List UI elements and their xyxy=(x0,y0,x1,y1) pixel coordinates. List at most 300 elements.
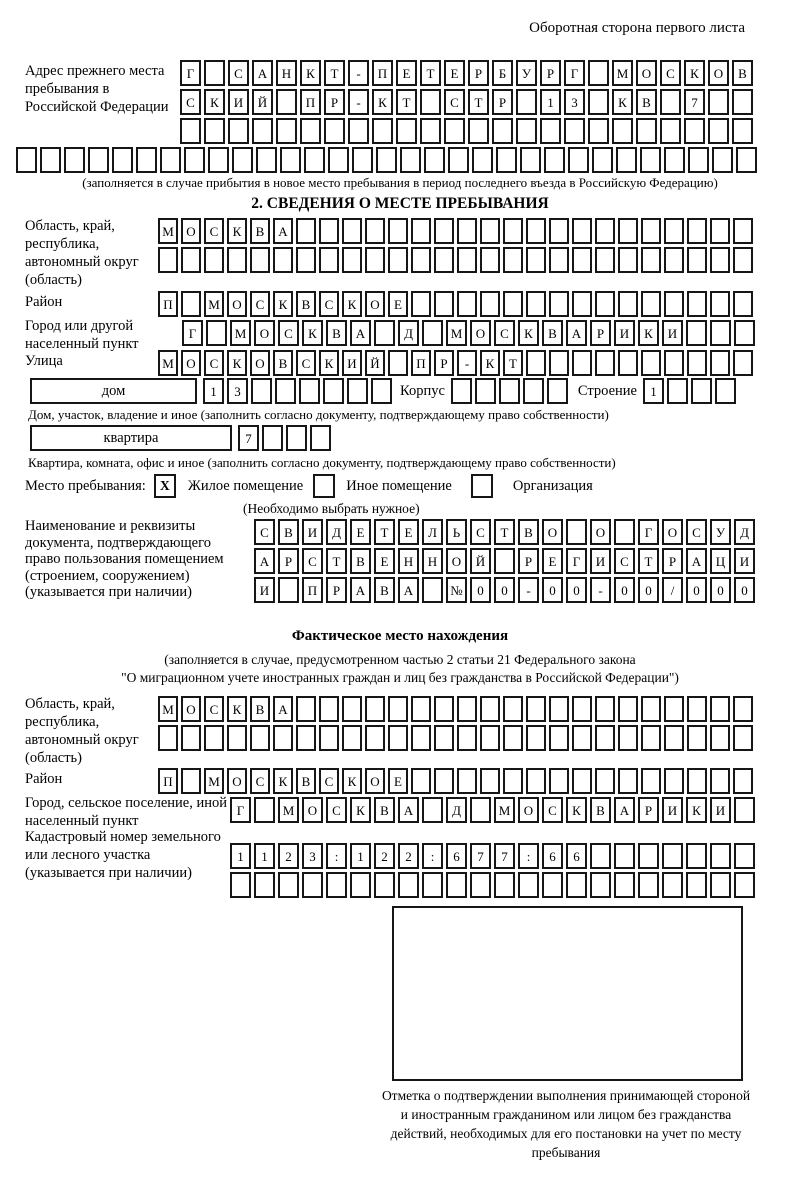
char-cell xyxy=(618,291,638,317)
char-cell: Н xyxy=(398,548,419,574)
apartment-number-cells xyxy=(238,425,331,451)
char-cell: Г xyxy=(182,320,203,346)
char-cell: В xyxy=(296,291,316,317)
char-cell: М xyxy=(204,291,224,317)
char-cell: К xyxy=(350,797,371,823)
char-cell xyxy=(518,872,539,898)
char-cell: Й xyxy=(470,548,491,574)
char-cell: Е xyxy=(542,548,563,574)
char-cell: К xyxy=(273,291,293,317)
char-cell xyxy=(278,577,299,603)
char-cell xyxy=(40,147,61,173)
char-cell: 0 xyxy=(470,577,491,603)
char-cell xyxy=(400,147,421,173)
actual-location-note-2: "О миграционном учете иностранных граждан и лиц без гражданства в Российской Федерации") xyxy=(121,670,679,685)
char-cell xyxy=(503,768,523,794)
char-cell: К xyxy=(342,768,362,794)
char-cell xyxy=(688,147,709,173)
char-cell xyxy=(640,147,661,173)
prev-address-row-3 xyxy=(180,118,753,144)
char-cell xyxy=(503,725,523,751)
char-cell xyxy=(734,797,755,823)
char-cell: 6 xyxy=(446,843,467,869)
char-cell xyxy=(319,696,339,722)
char-cell xyxy=(549,218,569,244)
char-cell: 0 xyxy=(710,577,731,603)
char-cell xyxy=(618,218,638,244)
char-cell: О xyxy=(181,696,201,722)
char-cell xyxy=(710,218,730,244)
char-cell: Р xyxy=(638,797,659,823)
char-cell xyxy=(549,696,569,722)
char-cell: М xyxy=(278,797,299,823)
char-cell xyxy=(686,872,707,898)
char-cell xyxy=(638,843,659,869)
char-cell xyxy=(411,218,431,244)
char-cell: Б xyxy=(492,60,513,86)
char-cell: В xyxy=(350,548,371,574)
char-cell: Г xyxy=(566,548,587,574)
char-cell xyxy=(324,118,345,144)
char-cell xyxy=(616,147,637,173)
char-cell xyxy=(256,147,277,173)
char-cell xyxy=(434,291,454,317)
char-cell xyxy=(304,147,325,173)
char-cell xyxy=(542,872,563,898)
char-cell xyxy=(503,218,523,244)
char-cell: Р xyxy=(492,89,513,115)
char-cell xyxy=(664,725,684,751)
char-cell xyxy=(636,118,657,144)
char-cell xyxy=(208,147,229,173)
char-cell xyxy=(733,218,753,244)
char-cell: Т xyxy=(468,89,489,115)
char-cell: О xyxy=(302,797,323,823)
char-cell xyxy=(526,247,546,273)
char-cell: Й xyxy=(365,350,385,376)
char-cell xyxy=(319,247,339,273)
korpus-label: Корпус xyxy=(400,382,445,399)
char-cell xyxy=(262,425,283,451)
char-cell: Т xyxy=(324,60,345,86)
char-cell xyxy=(457,768,477,794)
apartment-label-box xyxy=(30,425,232,451)
char-cell xyxy=(641,350,661,376)
char-cell xyxy=(88,147,109,173)
prev-address-label: Адрес прежнего места пребывания в Российской Федерации xyxy=(25,63,169,115)
char-cell xyxy=(732,89,753,115)
char-cell xyxy=(540,118,561,144)
char-cell: О xyxy=(365,768,385,794)
char-cell xyxy=(420,89,441,115)
char-cell xyxy=(296,218,316,244)
char-cell: Т xyxy=(420,60,441,86)
char-cell xyxy=(662,872,683,898)
char-cell xyxy=(595,350,615,376)
char-cell xyxy=(572,291,592,317)
char-cell xyxy=(614,519,635,545)
char-cell xyxy=(158,247,178,273)
prev-address-row-2 xyxy=(180,89,753,115)
char-cell: А xyxy=(273,218,293,244)
cadastre-row-2 xyxy=(230,872,755,898)
char-cell xyxy=(280,147,301,173)
char-cell xyxy=(614,872,635,898)
char-cell xyxy=(319,725,339,751)
char-cell: - xyxy=(348,89,369,115)
char-cell xyxy=(595,768,615,794)
char-cell: П xyxy=(158,768,178,794)
char-cell: К xyxy=(227,350,247,376)
char-cell xyxy=(422,872,443,898)
char-cell xyxy=(342,218,362,244)
char-cell: 3 xyxy=(302,843,323,869)
char-cell xyxy=(451,378,472,404)
char-cell xyxy=(250,247,270,273)
char-cell xyxy=(732,118,753,144)
char-cell: Т xyxy=(494,519,515,545)
char-cell: А xyxy=(350,577,371,603)
prev-address-note: (заполняется в случае прибытия в новое место пребывания в период последнего въезда в Российскую Федерацию) xyxy=(82,175,718,190)
char-cell: О xyxy=(181,350,201,376)
char-cell xyxy=(230,872,251,898)
char-cell: М xyxy=(158,218,178,244)
char-cell xyxy=(733,247,753,273)
char-cell: О xyxy=(181,218,201,244)
char-cell: С xyxy=(204,218,224,244)
char-cell: К xyxy=(518,320,539,346)
char-cell: А xyxy=(254,548,275,574)
char-cell: Т xyxy=(326,548,347,574)
char-cell: Д xyxy=(446,797,467,823)
char-cell xyxy=(296,725,316,751)
char-cell: П xyxy=(158,291,178,317)
actual-city-row xyxy=(230,797,755,823)
char-cell: 0 xyxy=(566,577,587,603)
char-cell xyxy=(660,89,681,115)
char-cell xyxy=(251,378,272,404)
char-cell xyxy=(204,60,225,86)
char-cell xyxy=(710,696,730,722)
char-cell: С xyxy=(180,89,201,115)
char-cell xyxy=(687,725,707,751)
char-cell: 3 xyxy=(564,89,585,115)
char-cell xyxy=(492,118,513,144)
stay-type-option-other-premises: Иное помещение xyxy=(346,477,452,494)
char-cell: 0 xyxy=(614,577,635,603)
char-cell xyxy=(733,291,753,317)
char-cell: И xyxy=(342,350,362,376)
char-cell: С xyxy=(660,60,681,86)
char-cell xyxy=(252,118,273,144)
stay-type-note: (Необходимо выбрать нужное) xyxy=(243,501,420,516)
char-cell xyxy=(516,118,537,144)
char-cell: Е xyxy=(398,519,419,545)
apartment-note: Квартира, комната, офис и иное (заполнить согласно документу, подтверждающему право собственности) xyxy=(28,455,616,470)
char-cell xyxy=(641,768,661,794)
char-cell xyxy=(523,378,544,404)
char-cell xyxy=(708,89,729,115)
char-cell: О xyxy=(365,291,385,317)
char-cell xyxy=(64,147,85,173)
document-label: Наименование и реквизиты документа, подтверждающего право пользования помещением (строением, сооружением) (указывается при наличии) xyxy=(25,518,224,600)
apartment-box-label: квартира xyxy=(103,429,159,446)
char-cell xyxy=(588,60,609,86)
char-cell: В xyxy=(374,797,395,823)
char-cell xyxy=(520,147,541,173)
cadastre-label: Кадастровый номер земельного или лесного участка (указывается при наличии) xyxy=(25,829,221,881)
house-number-cells xyxy=(203,378,392,404)
char-cell xyxy=(662,843,683,869)
char-cell: Й xyxy=(252,89,273,115)
char-cell xyxy=(503,247,523,273)
char-cell: М xyxy=(446,320,467,346)
char-cell: В xyxy=(636,89,657,115)
char-cell: К xyxy=(273,768,293,794)
char-cell: Р xyxy=(278,548,299,574)
char-cell: М xyxy=(494,797,515,823)
char-cell xyxy=(250,725,270,751)
stroenie-cells xyxy=(643,378,736,404)
char-cell: О xyxy=(254,320,275,346)
char-cell xyxy=(480,218,500,244)
char-cell: О xyxy=(227,768,247,794)
char-cell: А xyxy=(252,60,273,86)
char-cell xyxy=(641,725,661,751)
house-note: Дом, участок, владение и иное (заполнить согласно документу, подтверждающему право собственности) xyxy=(28,407,609,422)
char-cell: К xyxy=(342,291,362,317)
char-cell: И xyxy=(590,548,611,574)
char-cell: А xyxy=(398,577,419,603)
char-cell xyxy=(547,378,568,404)
char-cell: Л xyxy=(422,519,443,545)
char-cell xyxy=(273,725,293,751)
char-cell xyxy=(300,118,321,144)
char-cell xyxy=(687,768,707,794)
house-row xyxy=(30,378,736,404)
char-cell xyxy=(457,218,477,244)
char-cell: М xyxy=(158,350,178,376)
char-cell: 6 xyxy=(542,843,563,869)
char-cell: А xyxy=(686,548,707,574)
char-cell: К xyxy=(227,218,247,244)
char-cell xyxy=(549,725,569,751)
char-cell xyxy=(687,247,707,273)
char-cell: И xyxy=(662,797,683,823)
house-label-box xyxy=(30,378,197,404)
char-cell xyxy=(254,797,275,823)
char-cell xyxy=(572,247,592,273)
char-cell xyxy=(480,696,500,722)
stay-type-label: Место пребывания: xyxy=(25,477,146,494)
char-cell: К xyxy=(480,350,500,376)
char-cell xyxy=(736,147,757,173)
char-cell xyxy=(227,725,247,751)
char-cell: 3 xyxy=(227,378,248,404)
char-cell xyxy=(734,872,755,898)
char-cell xyxy=(664,218,684,244)
char-cell xyxy=(715,378,736,404)
char-cell: С xyxy=(319,291,339,317)
char-cell: Е xyxy=(396,60,417,86)
char-cell: Р xyxy=(434,350,454,376)
char-cell xyxy=(572,218,592,244)
char-cell: И xyxy=(254,577,275,603)
char-cell xyxy=(204,725,224,751)
char-cell xyxy=(326,872,347,898)
char-cell xyxy=(444,118,465,144)
char-cell xyxy=(566,519,587,545)
char-cell: Н xyxy=(422,548,443,574)
char-cell xyxy=(457,291,477,317)
char-cell: С xyxy=(204,350,224,376)
char-cell: К xyxy=(686,797,707,823)
char-cell xyxy=(434,696,454,722)
char-cell: К xyxy=(566,797,587,823)
char-cell: С xyxy=(542,797,563,823)
char-cell: О xyxy=(708,60,729,86)
char-cell xyxy=(160,147,181,173)
char-cell xyxy=(310,425,331,451)
stay-type-option-residential: Жилое помещение xyxy=(187,477,304,494)
char-cell: 2 xyxy=(398,843,419,869)
actual-region-row-1 xyxy=(158,696,753,722)
char-cell xyxy=(470,872,491,898)
char-cell: Р xyxy=(326,577,347,603)
char-cell xyxy=(475,378,496,404)
char-cell: К xyxy=(372,89,393,115)
char-cell xyxy=(376,147,397,173)
char-cell xyxy=(388,696,408,722)
char-cell: С xyxy=(326,797,347,823)
char-cell xyxy=(342,696,362,722)
char-cell xyxy=(112,147,133,173)
char-cell: 6 xyxy=(566,843,587,869)
char-cell: Е xyxy=(374,548,395,574)
char-cell: С xyxy=(686,519,707,545)
actual-city-label: Город, сельское поселение, иной населенный пункт xyxy=(25,795,228,829)
char-cell: В xyxy=(732,60,753,86)
char-cell: С xyxy=(250,768,270,794)
char-cell xyxy=(480,247,500,273)
char-cell xyxy=(411,291,431,317)
char-cell xyxy=(612,118,633,144)
char-cell: Т xyxy=(503,350,523,376)
char-cell xyxy=(572,696,592,722)
char-cell: 1 xyxy=(540,89,561,115)
char-cell: О xyxy=(470,320,491,346)
char-cell xyxy=(664,696,684,722)
char-cell: О xyxy=(250,350,270,376)
char-cell: С xyxy=(278,320,299,346)
char-cell xyxy=(733,725,753,751)
char-cell xyxy=(365,218,385,244)
char-cell xyxy=(710,247,730,273)
char-cell: М xyxy=(230,320,251,346)
char-cell xyxy=(592,147,613,173)
char-cell: Ь xyxy=(446,519,467,545)
char-cell xyxy=(275,378,296,404)
char-cell xyxy=(526,768,546,794)
char-cell: О xyxy=(518,797,539,823)
apartment-row xyxy=(30,425,331,451)
char-cell xyxy=(595,725,615,751)
actual-district-label: Район xyxy=(25,771,63,787)
char-cell: Р xyxy=(518,548,539,574)
char-cell: У xyxy=(516,60,537,86)
char-cell: О xyxy=(590,519,611,545)
char-cell: 0 xyxy=(734,577,755,603)
char-cell: Г xyxy=(564,60,585,86)
char-cell: В xyxy=(590,797,611,823)
char-cell xyxy=(618,725,638,751)
char-cell: 2 xyxy=(278,843,299,869)
char-cell: О xyxy=(446,548,467,574)
char-cell xyxy=(388,247,408,273)
char-cell xyxy=(638,872,659,898)
char-cell xyxy=(544,147,565,173)
street-label: Улица xyxy=(25,353,63,369)
stamp-caption: Отметка о подтверждении выполнения принимающей стороной и иностранным гражданином или лицом без гражданства действий, необходимых для его постановки на учет по месту пребывания xyxy=(381,1088,751,1160)
char-cell: С xyxy=(296,350,316,376)
char-cell xyxy=(710,872,731,898)
street-row xyxy=(158,350,753,376)
char-cell xyxy=(618,696,638,722)
char-cell: С xyxy=(228,60,249,86)
char-cell xyxy=(686,320,707,346)
char-cell xyxy=(549,247,569,273)
char-cell xyxy=(348,118,369,144)
char-cell: Е xyxy=(388,291,408,317)
cadastre-row-1 xyxy=(230,843,755,869)
char-cell: К xyxy=(204,89,225,115)
city-label: Город или другой населенный пункт xyxy=(25,318,139,352)
char-cell: С xyxy=(470,519,491,545)
char-cell xyxy=(273,247,293,273)
char-cell: А xyxy=(273,696,293,722)
char-cell: 7 xyxy=(494,843,515,869)
char-cell xyxy=(411,696,431,722)
char-cell xyxy=(710,768,730,794)
char-cell: А xyxy=(398,797,419,823)
actual-district-row xyxy=(158,768,753,794)
char-cell: 1 xyxy=(350,843,371,869)
char-cell xyxy=(342,725,362,751)
region-label: Область, край, республика, автономный округ (область) xyxy=(25,218,139,288)
char-cell xyxy=(296,247,316,273)
char-cell xyxy=(365,247,385,273)
page-corner-title: Оборотная сторона первого листа xyxy=(529,20,745,36)
char-cell: О xyxy=(636,60,657,86)
char-cell xyxy=(526,696,546,722)
char-cell xyxy=(494,872,515,898)
char-cell xyxy=(480,768,500,794)
char-cell xyxy=(710,843,731,869)
char-cell xyxy=(595,696,615,722)
char-cell xyxy=(480,291,500,317)
char-cell: И xyxy=(614,320,635,346)
char-cell xyxy=(641,291,661,317)
char-cell: К xyxy=(319,350,339,376)
char-cell xyxy=(687,350,707,376)
char-cell xyxy=(448,147,469,173)
char-cell: С xyxy=(250,291,270,317)
char-cell xyxy=(684,118,705,144)
korpus-cells xyxy=(451,378,568,404)
section2-title: 2. СВЕДЕНИЯ О МЕСТЕ ПРЕБЫВАНИЯ xyxy=(251,195,549,212)
char-cell xyxy=(572,768,592,794)
char-cell xyxy=(710,291,730,317)
